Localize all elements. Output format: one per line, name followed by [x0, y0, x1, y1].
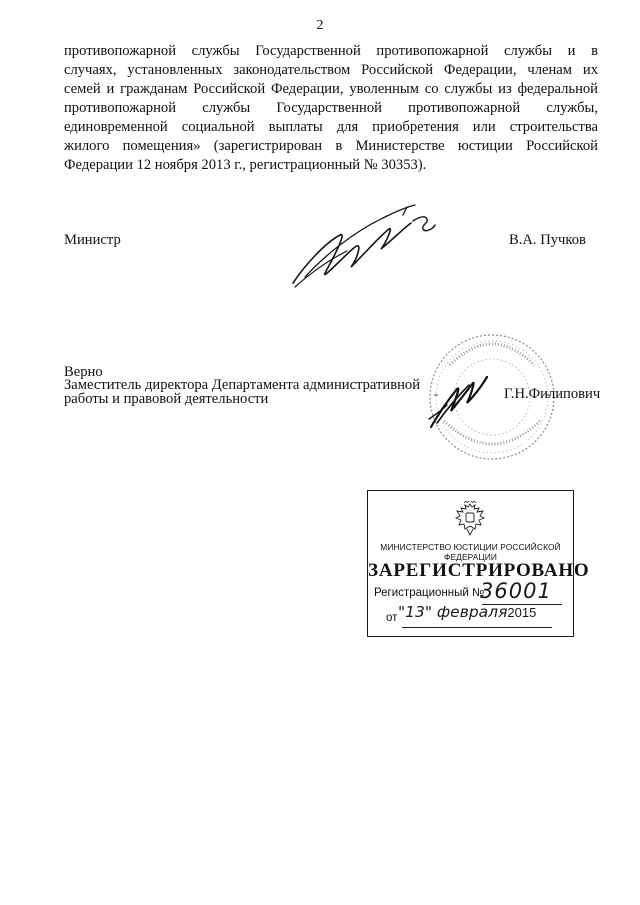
certifier-title-line: работы и правовой деятельности — [64, 391, 269, 407]
certifier-title-line: Заместитель директора Департамента административной — [64, 377, 421, 393]
body-paragraph — [64, 42, 598, 175]
stamp-date-year: 2015 — [507, 605, 537, 620]
registration-stamp — [367, 490, 590, 637]
stamp-date-underline — [402, 627, 552, 628]
minister-name: В.А. Пучков — [509, 232, 586, 248]
stamp-ministry-name: МИНИСТЕРСТВО ЮСТИЦИИ РОССИЙСКОЙ ФЕДЕРАЦИИ — [380, 542, 561, 562]
certifier-title — [64, 378, 420, 406]
stamp-status: ЗАРЕГИСТРИРОВАНО — [368, 560, 590, 581]
stamp-date-label: от — [386, 612, 398, 624]
stamp-date-day-month: "13" февраля — [398, 603, 508, 621]
body-line: семей и гражданам Российской Федерации, уволенным со службы из федеральной — [64, 81, 598, 97]
body-line: единовременной социальной выплаты для приобретения или строительства — [64, 119, 598, 135]
stamp-number-label: Регистрационный № — [374, 587, 485, 599]
deputy-signature — [425, 365, 495, 435]
coat-of-arms-emblem — [453, 501, 487, 537]
certifier-name: Г.Н.Филипович — [504, 386, 601, 402]
body-line: жилого помещения» (зарегистрирован в Министерстве юстиции Российской — [64, 138, 598, 154]
body-line: случаях, установленных законодательством Российской Федерации, членам их — [64, 62, 598, 78]
certification-label: Верно — [64, 364, 103, 380]
minister-signature — [285, 195, 445, 295]
page-number: 2 — [316, 18, 324, 33]
stamp-number-value: 36001 — [480, 579, 552, 603]
body-line: противопожарной службы Государственной противопожарной службы, — [64, 100, 598, 116]
stamp-date-value — [398, 603, 536, 621]
body-line: противопожарной службы Государственной противопожарной службы и в — [64, 43, 598, 59]
minister-title: Министр — [64, 232, 121, 248]
body-line: Федерации 12 ноября 2013 г., регистрационный № 30353). — [64, 157, 427, 173]
